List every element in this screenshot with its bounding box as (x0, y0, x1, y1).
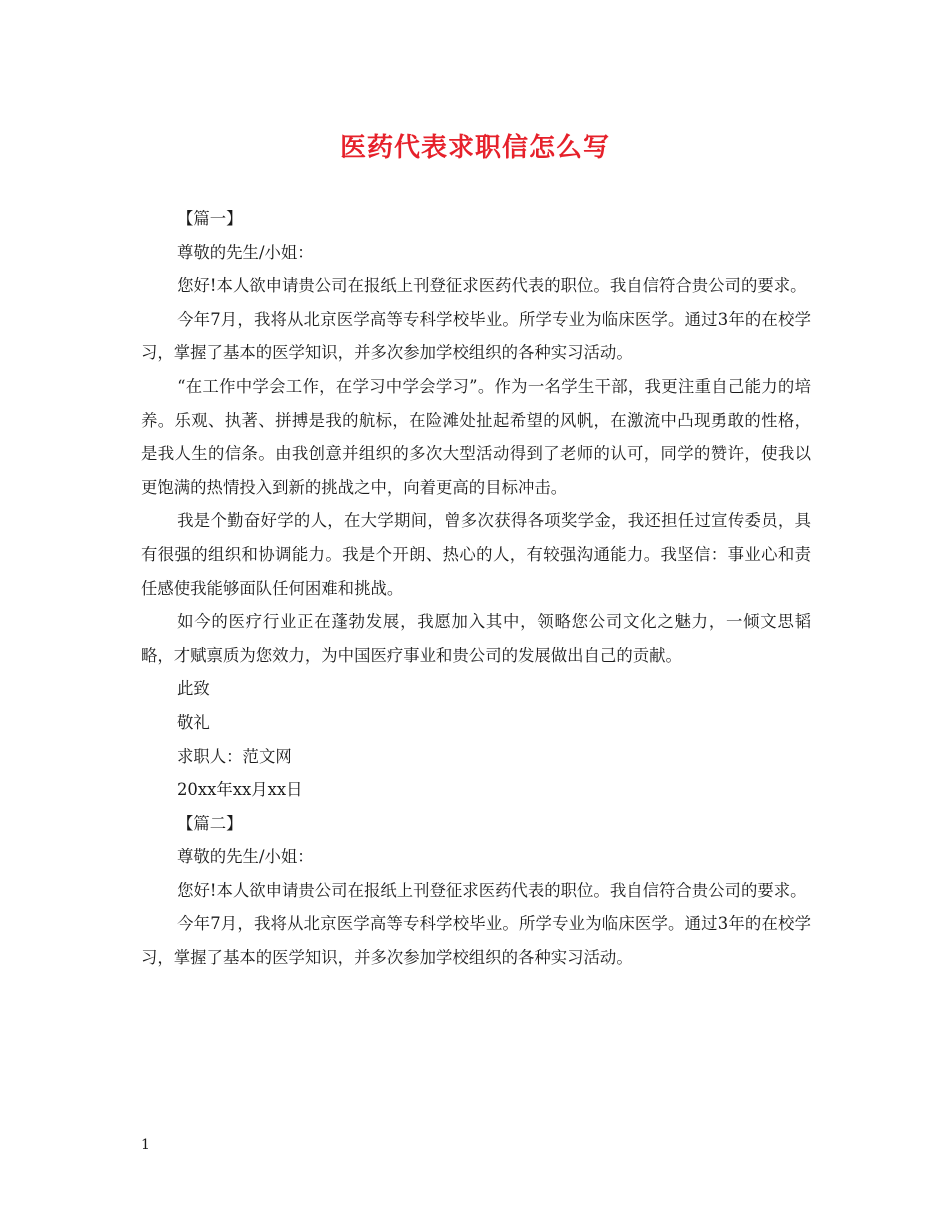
paragraph: 我是个勤奋好学的人，在大学期间，曾多次获得各项奖学金，我还担任过宣传委员，具有很强的组织和协调能力。我是个开朗、热心的人，有较强沟通能力。我坚信：事业心和责任感使我能够面队任何困难和挑战。 (141, 511, 811, 598)
page-number: 1 (141, 1137, 150, 1153)
paragraph: “在工作中学会工作，在学习中学会学习”。作为一名学生干部，我更注重自己能力的培养。乐观、执著、拼搏是我的航标，在险滩处扯起希望的风帆，在激流中凸现勇敢的性格，是我人生的信条。由我创意并组织的多次大型活动得到了老师的认可，同学的赞许，使我以更饱满的热情投入到新的挑战之中，向着更高的目标冲击。 (141, 376, 811, 497)
section-heading-2: 【篇二】 (177, 813, 243, 833)
salutation: 尊敬的先生/小姐： (177, 242, 314, 262)
salutation: 尊敬的先生/小姐： (177, 847, 314, 867)
paragraph: 您好!本人欲申请贵公司在报纸上刊登征求医药代表的职位。我自信符合贵公司的要求。 (177, 276, 807, 296)
paragraph: 如今的医疗行业正在蓬勃发展，我愿加入其中，领略您公司文化之魅力，一倾文思韬略，才赋禀质为您效力，为中国医疗事业和贵公司的发展做出自己的贡献。 (141, 612, 811, 665)
date-line: 20xx年xx月xx日 (177, 780, 303, 800)
document-body (141, 202, 811, 975)
closing-line: 此致 (177, 679, 210, 699)
paragraph: 您好!本人欲申请贵公司在报纸上刊登征求医药代表的职位。我自信符合贵公司的要求。 (177, 880, 807, 900)
document-title: 医药代表求职信怎么写 (339, 133, 610, 163)
paragraph: 今年7月，我将从北京医学高等专科学校毕业。所学专业为临床医学。通过3年的在校学习，掌握了基本的医学知识，并多次参加学校组织的各种实习活动。 (141, 309, 811, 363)
paragraph: 今年7月，我将从北京医学高等专科学校毕业。所学专业为临床医学。通过3年的在校学习，掌握了基本的医学知识，并多次参加学校组织的各种实习活动。 (141, 914, 811, 968)
signature-line: 求职人：范文网 (177, 746, 292, 766)
closing-line: 敬礼 (177, 712, 210, 732)
section-heading-1: 【篇一】 (177, 209, 243, 228)
